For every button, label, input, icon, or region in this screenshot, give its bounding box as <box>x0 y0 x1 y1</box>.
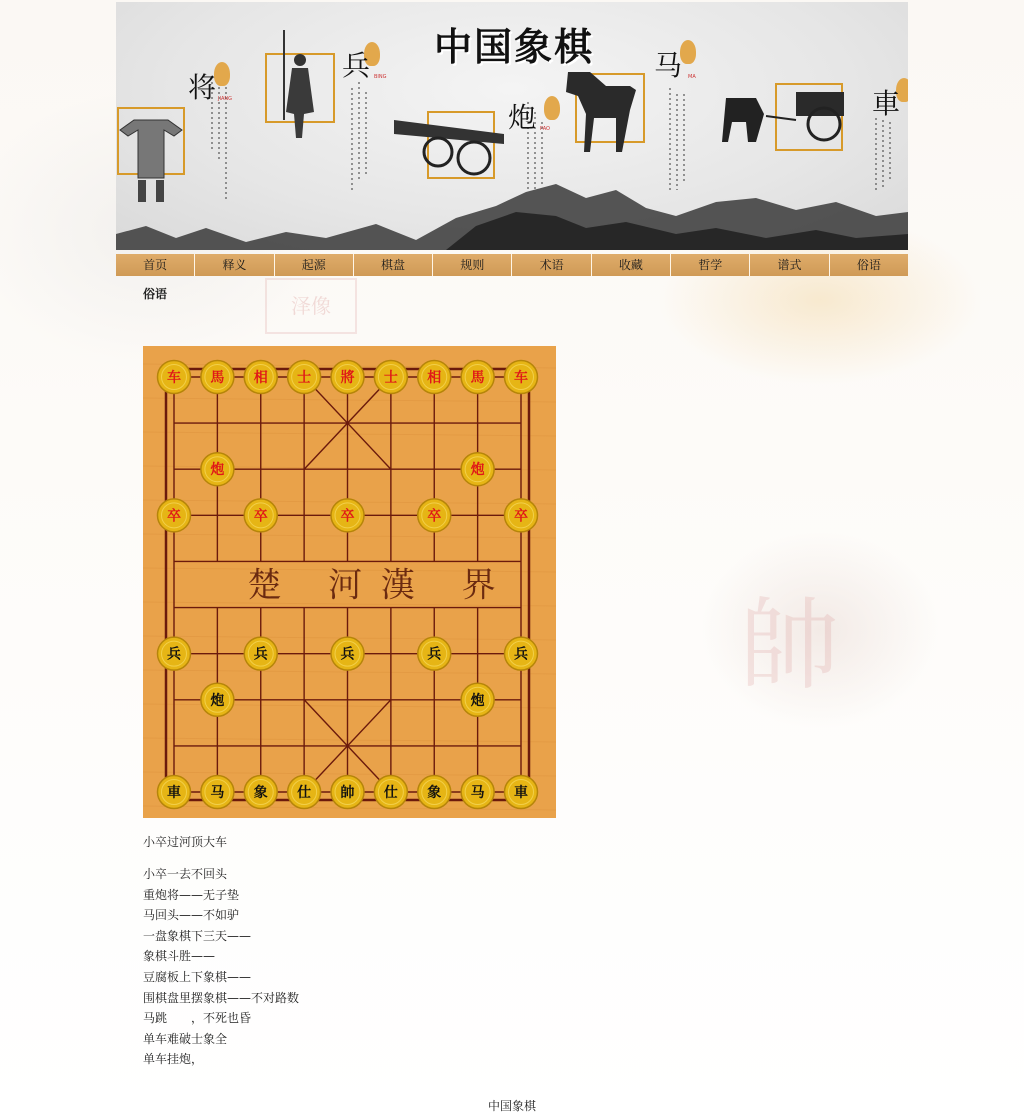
saying-item: 单车难破士象全 <box>143 1031 228 1046</box>
chess-piece-label: 兵 <box>253 646 268 663</box>
background-seal: 泽像 <box>265 278 357 334</box>
chess-piece-label: 兵 <box>427 646 442 663</box>
chess-piece-label: 马 <box>470 785 485 801</box>
nav-definition[interactable]: 释义 <box>195 254 274 276</box>
saying-item: 一盘象棋下三天—— <box>143 928 252 943</box>
nav-sayings[interactable]: 俗语 <box>830 254 908 276</box>
chess-piece-label: 馬 <box>210 370 225 386</box>
saying-item: 小卒一去不回头 <box>143 867 228 881</box>
board-caption: 小卒过河顶大车 <box>143 835 228 849</box>
chess-piece-label: 馬 <box>470 370 485 386</box>
river-label-right: 漢 界 <box>380 565 514 606</box>
banner-piece-ma: 马 <box>654 49 683 82</box>
banner-pinyin-ma: MA <box>688 74 696 80</box>
nav-terms[interactable]: 术语 <box>512 254 591 276</box>
chess-piece-label: 卒 <box>167 508 181 525</box>
nav-notation[interactable]: 谱式 <box>750 254 829 276</box>
nav-collection[interactable]: 收藏 <box>592 254 671 276</box>
saying-item: 马回头——不如驴 <box>143 908 240 923</box>
banner-pinyin-pao: PAO <box>540 126 550 132</box>
chess-piece-label: 相 <box>427 370 442 386</box>
ink-blob <box>214 62 230 86</box>
chess-piece-label: 車 <box>167 785 181 801</box>
banner-piece-bing: 兵 <box>342 49 371 82</box>
chess-piece-label: 卒 <box>253 508 268 525</box>
chess-piece-label: 相 <box>253 370 268 386</box>
header-banner <box>116 2 908 250</box>
nav-philosophy[interactable]: 哲学 <box>671 254 750 276</box>
nav-board[interactable]: 棋盘 <box>354 254 433 276</box>
sayings-list <box>143 864 299 1070</box>
banner-piece-pao: 炮 <box>508 101 537 134</box>
saying-item: 重炮将——无子垫 <box>143 887 240 902</box>
chess-board <box>143 346 556 818</box>
saying-item: 豆腐板上下象棋—— <box>143 969 252 984</box>
banner-piece-ju: 車 <box>872 87 901 120</box>
chess-piece-label: 車 <box>514 785 528 801</box>
saying-item: 马跳 ，不死也昏 <box>143 1011 252 1026</box>
page-title: 俗语 <box>143 287 168 301</box>
chess-piece-label: 兵 <box>167 646 181 663</box>
chess-piece-label: 將 <box>340 370 355 386</box>
ink-blob <box>680 40 696 64</box>
nav-home[interactable]: 首页 <box>116 254 195 276</box>
chess-piece-label: 帥 <box>340 785 355 801</box>
chess-piece-label: 象 <box>427 785 442 801</box>
chess-piece-label: 炮 <box>470 462 485 479</box>
chess-piece-label: 象 <box>253 785 268 801</box>
banner-title: 中国象棋 <box>434 24 595 69</box>
chess-board-image <box>143 346 556 818</box>
chess-piece-label: 卒 <box>427 508 442 525</box>
chess-piece-label: 卒 <box>514 508 528 525</box>
chess-piece-label: 炮 <box>210 462 225 479</box>
chess-piece-label: 兵 <box>514 646 528 663</box>
saying-item: 象棋斗胜—— <box>143 949 216 964</box>
chess-piece-label: 仕 <box>383 785 398 801</box>
nav-rules[interactable]: 规则 <box>433 254 512 276</box>
chess-piece-label: 车 <box>514 370 528 386</box>
banner-pinyin-jiang: JIANG <box>218 96 232 102</box>
nav-origin[interactable]: 起源 <box>275 254 354 276</box>
chess-piece-label: 马 <box>210 785 225 801</box>
chess-piece-label: 炮 <box>470 692 485 709</box>
ink-blob <box>544 96 560 120</box>
saying-item: 围棋盘里摆象棋——不对路数 <box>143 990 300 1005</box>
saying-item: 单车挂炮， <box>143 1052 204 1067</box>
chess-piece-label: 士 <box>297 370 312 386</box>
chess-piece-label: 车 <box>167 370 181 386</box>
chess-piece-label: 卒 <box>340 508 355 525</box>
banner-pinyin-bing: BING <box>374 74 387 80</box>
banner-piece-jiang: 将 <box>188 71 217 104</box>
main-nav <box>116 254 908 276</box>
chess-piece-label: 仕 <box>297 785 312 801</box>
chess-piece-label: 炮 <box>210 692 225 709</box>
river-label-left: 楚 河 <box>247 565 381 606</box>
chess-piece-label: 兵 <box>340 646 355 663</box>
chess-piece-label: 士 <box>383 370 398 386</box>
background-shuai-glyph: 帥 <box>740 587 840 704</box>
footer-text: 中国象棋 <box>487 1099 536 1113</box>
